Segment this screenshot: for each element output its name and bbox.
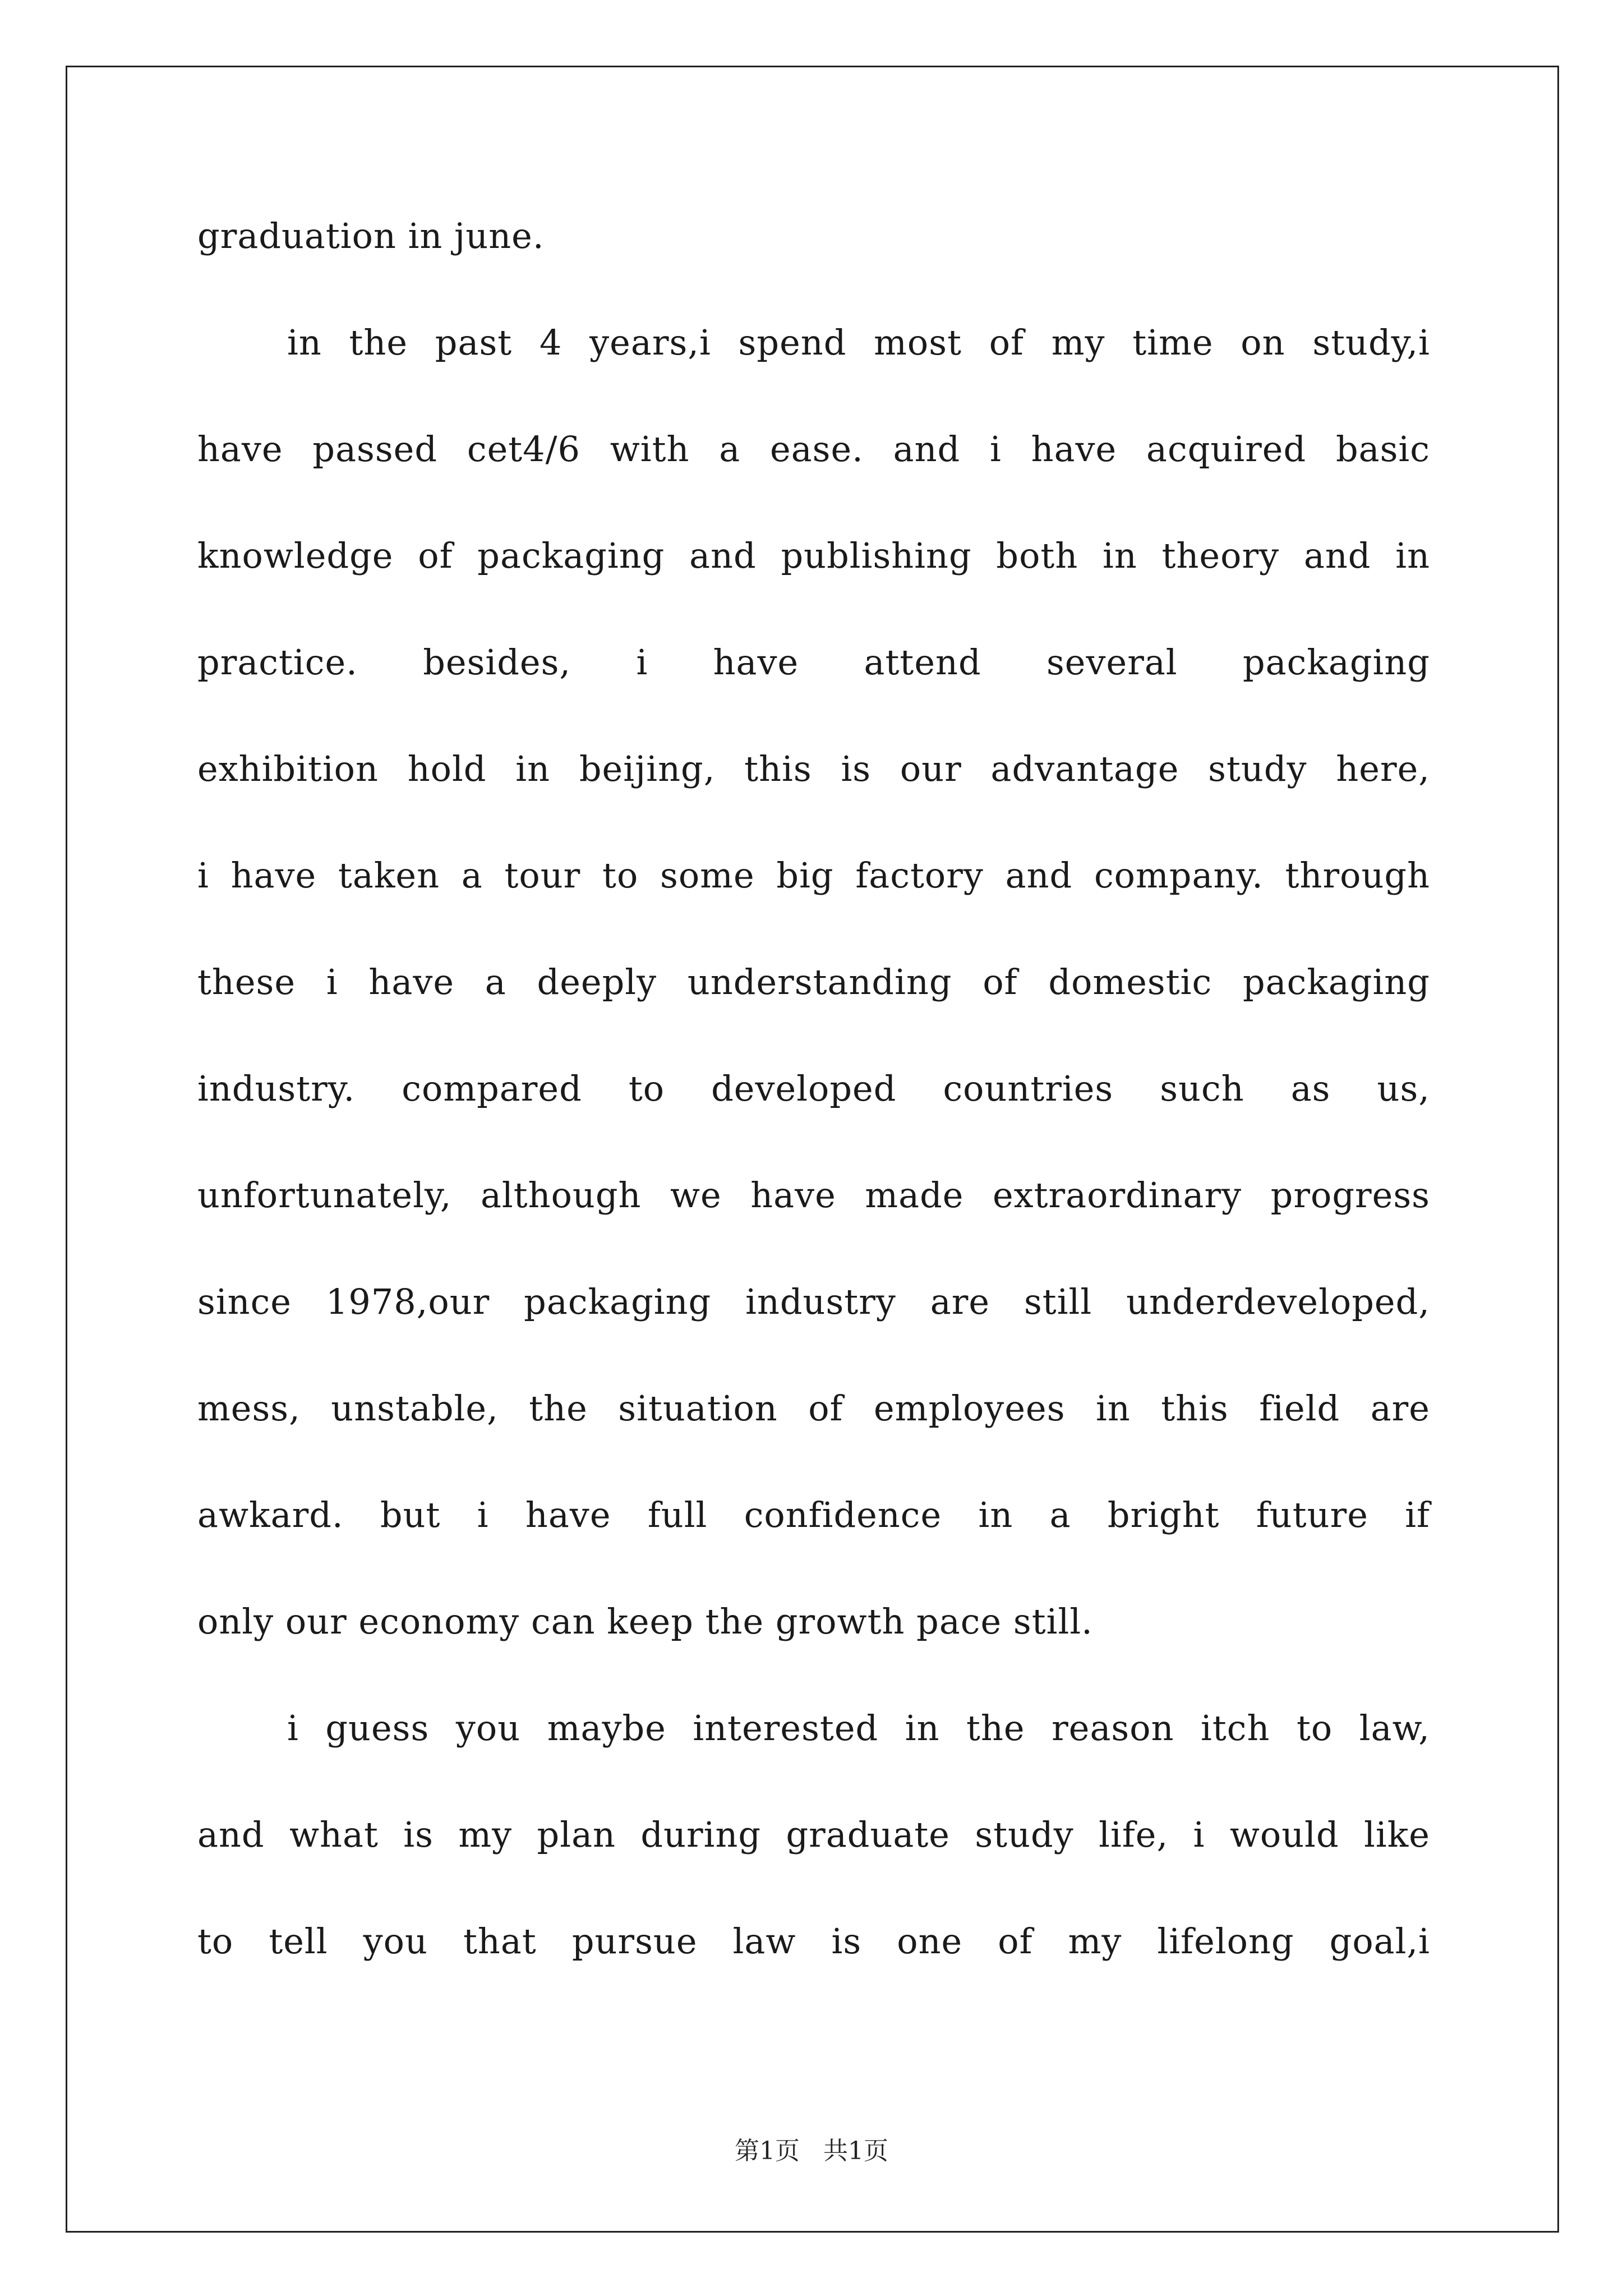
page-number-footer: 第1页 共1页 (735, 2137, 888, 2165)
text-line: mess, unstable, the situation of employees in this field are (197, 1388, 1430, 1429)
text-line: since 1978,our packaging industry are still underdeveloped, (197, 1281, 1430, 1322)
text-line: exhibition hold in beijing, this is our advantage study here, (197, 748, 1430, 789)
text-line: have passed cet4/6 with a ease. and i have acquired basic (197, 429, 1430, 470)
text-line: knowledge of packaging and publishing both in theory and in (197, 535, 1430, 576)
document-body (197, 215, 1430, 2031)
text-line: in the past 4 years,i spend most of my time on study,i (287, 322, 1430, 363)
text-line: industry. compared to developed countries such as us, (197, 1068, 1430, 1109)
text-line: awkard. but i have full confidence in a bright future if (197, 1494, 1430, 1535)
text-line: i have taken a tour to some big factory and company. through (197, 855, 1430, 896)
text-line: to tell you that pursue law is one of my lifelong goal,i (197, 1921, 1430, 1962)
text-line: graduation in june. (197, 215, 545, 256)
text-line: practice. besides, i have attend several packaging (197, 642, 1430, 683)
text-line: unfortunately, although we have made extraordinary progress (197, 1175, 1430, 1216)
text-line: these i have a deeply understanding of domestic packaging (197, 961, 1430, 1002)
text-line: i guess you maybe interested in the reason itch to law, (287, 1708, 1430, 1749)
text-line: only our economy can keep the growth pace still. (197, 1601, 1093, 1642)
text-line: and what is my plan during graduate study life, i would like (197, 1814, 1430, 1855)
